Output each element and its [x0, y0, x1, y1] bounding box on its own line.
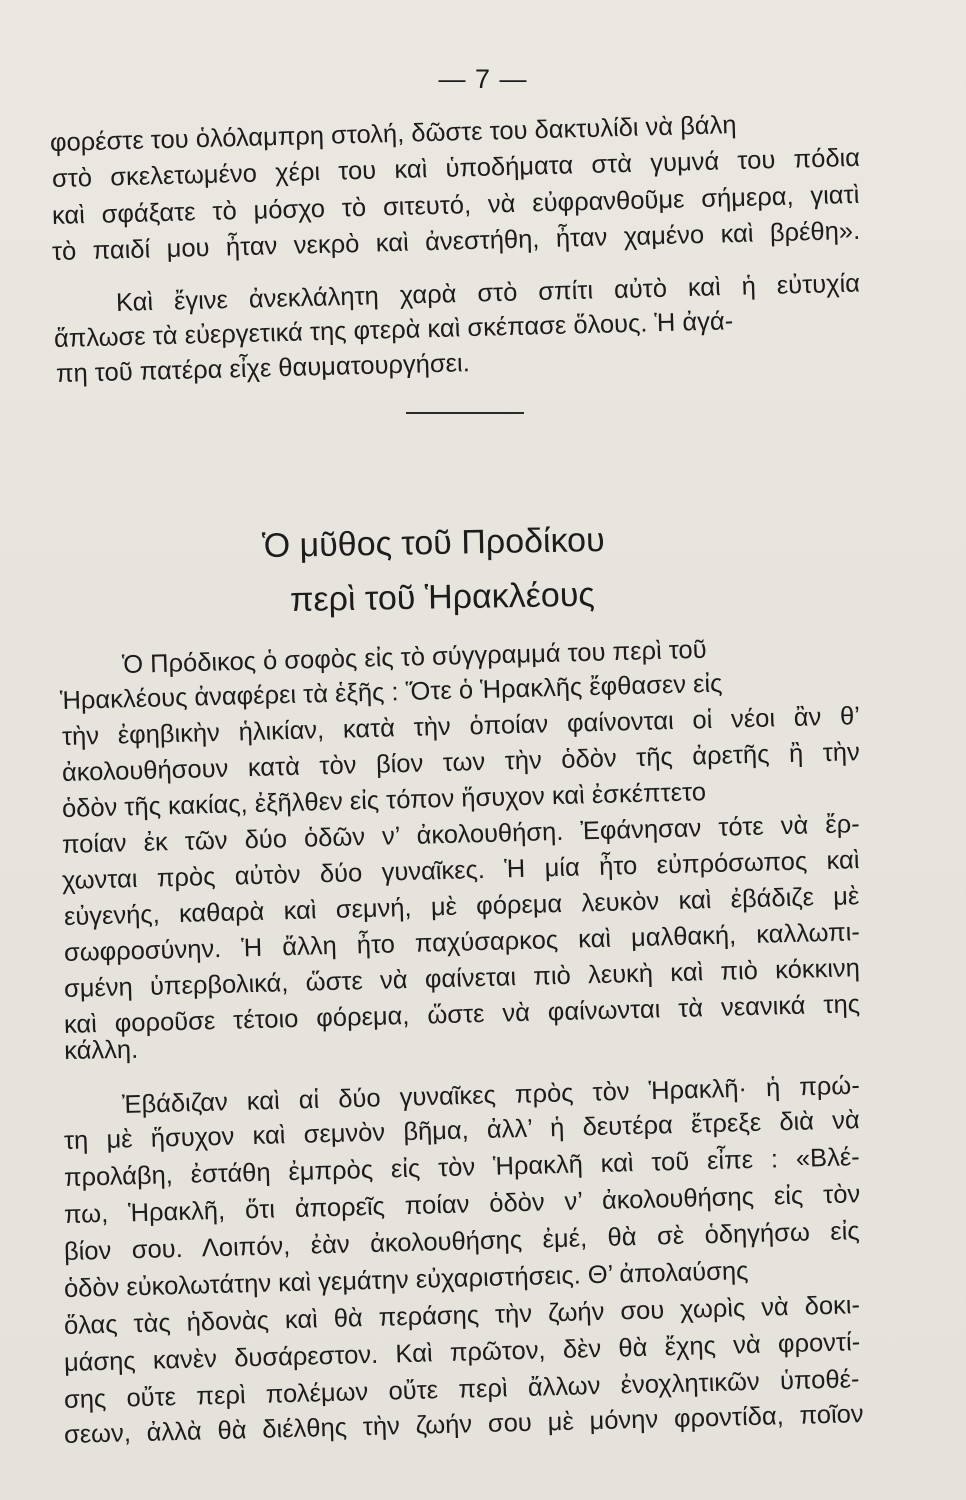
text-line: ὁδὸν εὐκολωτάτην καὶ γεμάτην εὐχαριστήσεις. Θ’ ἀπολαύσης [63, 1257, 749, 1303]
text-line: τὸ παιδί μου ἦταν νεκρὸ καὶ ἀνεστήθη, ἦταν χαμένο καὶ βρέθη». [51, 216, 861, 266]
text-line: Καὶ ἔγινε ἀνεκλάλητη χαρὰ στὸ σπίτι αὐτὸ καὶ ἡ εὐτυχία [115, 269, 861, 317]
text-line: τη μὲ ἥσυχον καὶ σεμνὸν βῆμα, ἀλλ’ ἡ δευτέρα ἔτρεξε διὰ νὰ [63, 1106, 861, 1155]
text-line: Ἐβάδιζαν καὶ αἱ δύο γυναῖκες πρὸς τὸν Ἡρακλῆ· ἡ πρώ- [121, 1071, 861, 1119]
text-line: σης οὔτε περὶ πολέμων οὔτε περὶ ἄλλων ἐνοχλητικῶν ὑποθέ- [63, 1365, 860, 1414]
text-line: στὸ σκελετωμένο χέρι του καὶ ὑποδήματα στὰ γυμνά του πόδια [51, 143, 861, 193]
text-line: τὴν ἐφηβικὴν ἡλικίαν, κατὰ τὴν ὁποίαν φαίνονται οἱ νέοι ἂν θ’ [61, 702, 861, 751]
text-line: εὐγενής, καθαρὰ καὶ σεμνή, μὲ φόρεμα λευκὸν καὶ ἐβάδιζε μὲ [63, 882, 860, 931]
text-line: κάλλη. [64, 1035, 139, 1065]
text-line: πω, Ἡρακλῆ, ὅτι ἀπορεῖς ποίαν ὁδὸν ν’ ἀκολουθήσης εἰς τὸν [63, 1180, 861, 1229]
text-line: χωνται πρὸς αὐτὸν δύο γυναῖκες. Ἡ μία ἦτο εὐπρόσωπος καὶ [61, 846, 860, 895]
text-line: ποίαν ἐκ τῶν δύο ὁδῶν ν’ ἀκολουθήση. Ἐφάνησαν τότε νὰ ἔρ- [61, 810, 861, 859]
section-divider [406, 412, 524, 414]
text-line: σμένη ὑπερβολικά, ὥστε νὰ φαίνεται πιὸ λευκὴ καὶ πιὸ κόκκινη [63, 954, 861, 1003]
section-title-line2: περὶ τοῦ Ἡρακλέους [289, 575, 596, 619]
text-line: ἀκολουθήσουν κατὰ τὸν βίον των τὴν ὁδὸν τῆς ἀρετῆς ἢ τὴν [61, 738, 861, 787]
text-line: βίον σου. Λοιπόν, ἐὰν ἀκολουθήσης ἐμέ, θὰ σὲ ὁδηγήσω εἰς [63, 1217, 860, 1266]
text-line: ὁδὸν τῆς κακίας, ἐξῆλθεν εἰς τόπον ἥσυχον καὶ ἐσκέπτετο [61, 778, 707, 823]
text-line: ἅπλωσε τὰ εὐεργετικά της φτερὰ καὶ σκέπασε ὅλους. Ἡ ἀγά- [53, 307, 734, 353]
text-line: προλάβη, ἐστάθη ἐμπρὸς εἰς τὸν Ἡρακλῆ καὶ τοῦ εἶπε : «Βλέ- [63, 1143, 861, 1192]
page-number: — 7 — [438, 64, 528, 94]
text-line: καὶ σφάξατε τὸ μόσχο τὸ σιτευτό, νὰ εὐφρανθοῦμε σήμερα, γιατὶ [51, 180, 860, 230]
section-title-line1: Ὁ μῦθος τοῦ Προδίκου [261, 521, 605, 565]
text-line: Ὁ Πρόδικος ὁ σοφὸς εἰς τὸ σύγγραμμά του περὶ τοῦ [121, 635, 707, 679]
text-line: μάσης κανὲν δυσάρεστον. Καὶ πρῶτον, δὲν θὰ ἔχης νὰ φροντί- [63, 1328, 861, 1377]
text-line: ὅλας τὰς ἡδονὰς καὶ θὰ περάσης τὴν ζωήν σου χωρὶς νὰ δοκι- [63, 1291, 861, 1340]
text-line: Ἡρακλέους ἀναφέρει τὰ ἑξῆς : Ὅτε ὁ Ἡρακλῆς ἔφθασεν εἰς [59, 669, 723, 715]
text-line: καὶ φοροῦσε τέτοιο φόρεμα, ὥστε νὰ φαίνωνται τὰ νεανικά της [63, 990, 861, 1039]
text-line: σεων, ἀλλὰ θὰ διέλθης τὴν ζωήν σου μὲ μόνην φροντίδα, ποῖον [63, 1400, 864, 1449]
text-line: σωφροσύνην. Ἡ ἄλλη ἦτο παχύσαρκος καὶ μαλθακή, καλλωπι- [63, 918, 861, 967]
text-line: φορέστε του ὁλόλαμπρη στολή, δῶστε του δακτυλίδι νὰ βάλη [49, 111, 737, 157]
text-line: πη τοῦ πατέρα εἶχε θαυματουργήσει. [55, 349, 471, 388]
